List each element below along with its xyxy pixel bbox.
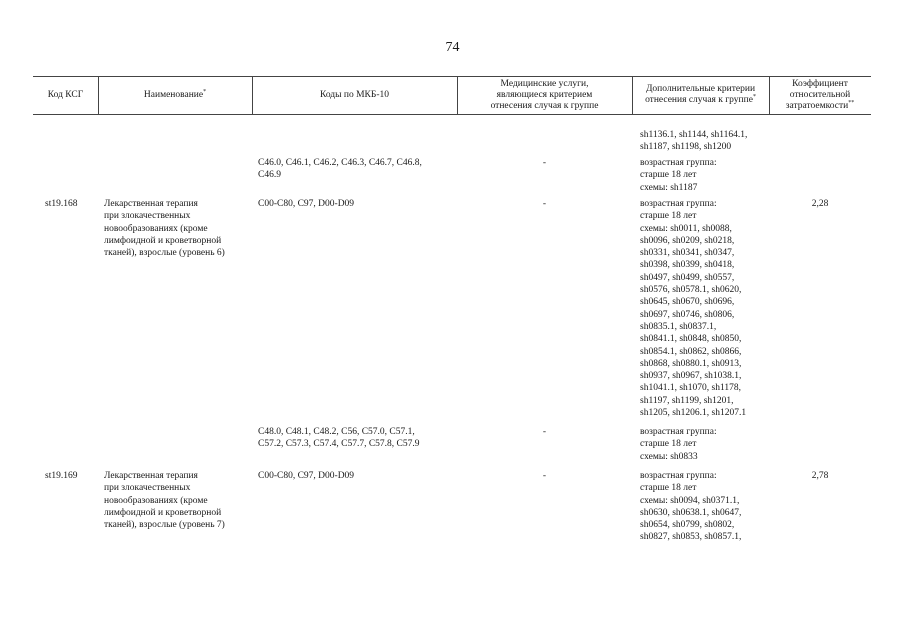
row-mkb-codes: C00-C80, C97, D00-D09 — [258, 199, 355, 209]
row-services: - — [542, 158, 547, 168]
page-number: 74 — [445, 40, 460, 55]
row-name: Лекарственная терапия при злокачественных новообразованиях (кроме лимфоидной и кроветворной тканей), взрослые (уровень 6) — [104, 199, 225, 259]
row-name: Лекарственная терапия при злокачественных новообразованиях (кроме лимфоидной и кроветворной тканей), взрослые (уровень 7) — [104, 471, 225, 531]
row-criteria: sh1136.1, sh1144, sh1164.1, sh1187, sh1198, sh1200 — [640, 130, 748, 153]
row-services: - — [542, 427, 547, 437]
row-services: - — [542, 199, 547, 209]
row-criteria: возрастная группа: старше 18 лет схемы: sh0011, sh0088, sh0096, sh0209, sh0218, sh0331, sh0341, sh0347, sh0398, sh0399, sh0418, sh0497, sh0499, sh0557, sh0576, sh0578.1, sh0620, sh0645, sh0670, sh0696, sh0697, sh0746, sh0806, sh0835.1, sh0837.1, sh0841.1, sh0848, sh0850, sh0854.1, sh0862, sh0866, sh0868, sh0880.1, sh0913, sh0937, sh0967, sh1038.1, sh1041.1, sh1070, sh1178, sh1197, sh1199, sh1201, sh1205, sh1206.1, sh1207.1 — [640, 199, 747, 419]
row-mkb-codes: C48.0, C48.1, C48.2, C56, C57.0, C57.1, C57.2, C57.3, C57.4, C57.7, C57.8, C57.9 — [258, 427, 420, 450]
header-services: Медицинские услуги, являющиеся критерием отнесения случая к группе — [490, 78, 599, 111]
header-name: Наименование* — [143, 88, 207, 100]
header-mkb: Коды по МКБ-10 — [319, 89, 390, 100]
header-code: Код КСГ — [47, 89, 84, 100]
row-coefficient: 2,78 — [811, 471, 829, 481]
table-header-bottom-border — [33, 114, 871, 115]
row-criteria: возрастная группа: старше 18 лет схемы: sh0833 — [640, 427, 717, 462]
row-code: st19.168 — [45, 199, 78, 209]
header-criteria: Дополнительные критерии отнесения случая к группе* — [645, 84, 756, 105]
row-criteria: возрастная группа: старше 18 лет схемы: sh1187 — [640, 158, 717, 193]
row-services: - — [542, 471, 547, 481]
header-coefficient: Коэффициент относительной затратоемкости** — [785, 78, 855, 111]
row-coefficient: 2,28 — [811, 199, 829, 209]
row-mkb-codes: C00-C80, C97, D00-D09 — [258, 471, 355, 481]
row-mkb-codes: C46.0, C46.1, C46.2, C46.3, C46.7, C46.8, C46.9 — [258, 158, 422, 181]
row-code: st19.169 — [45, 471, 78, 481]
row-criteria: возрастная группа: старше 18 лет схемы: sh0094, sh0371.1, sh0630, sh0638.1, sh0647, sh0654, sh0799, sh0802, sh0827, sh0853, sh0857.1, — [640, 471, 742, 543]
